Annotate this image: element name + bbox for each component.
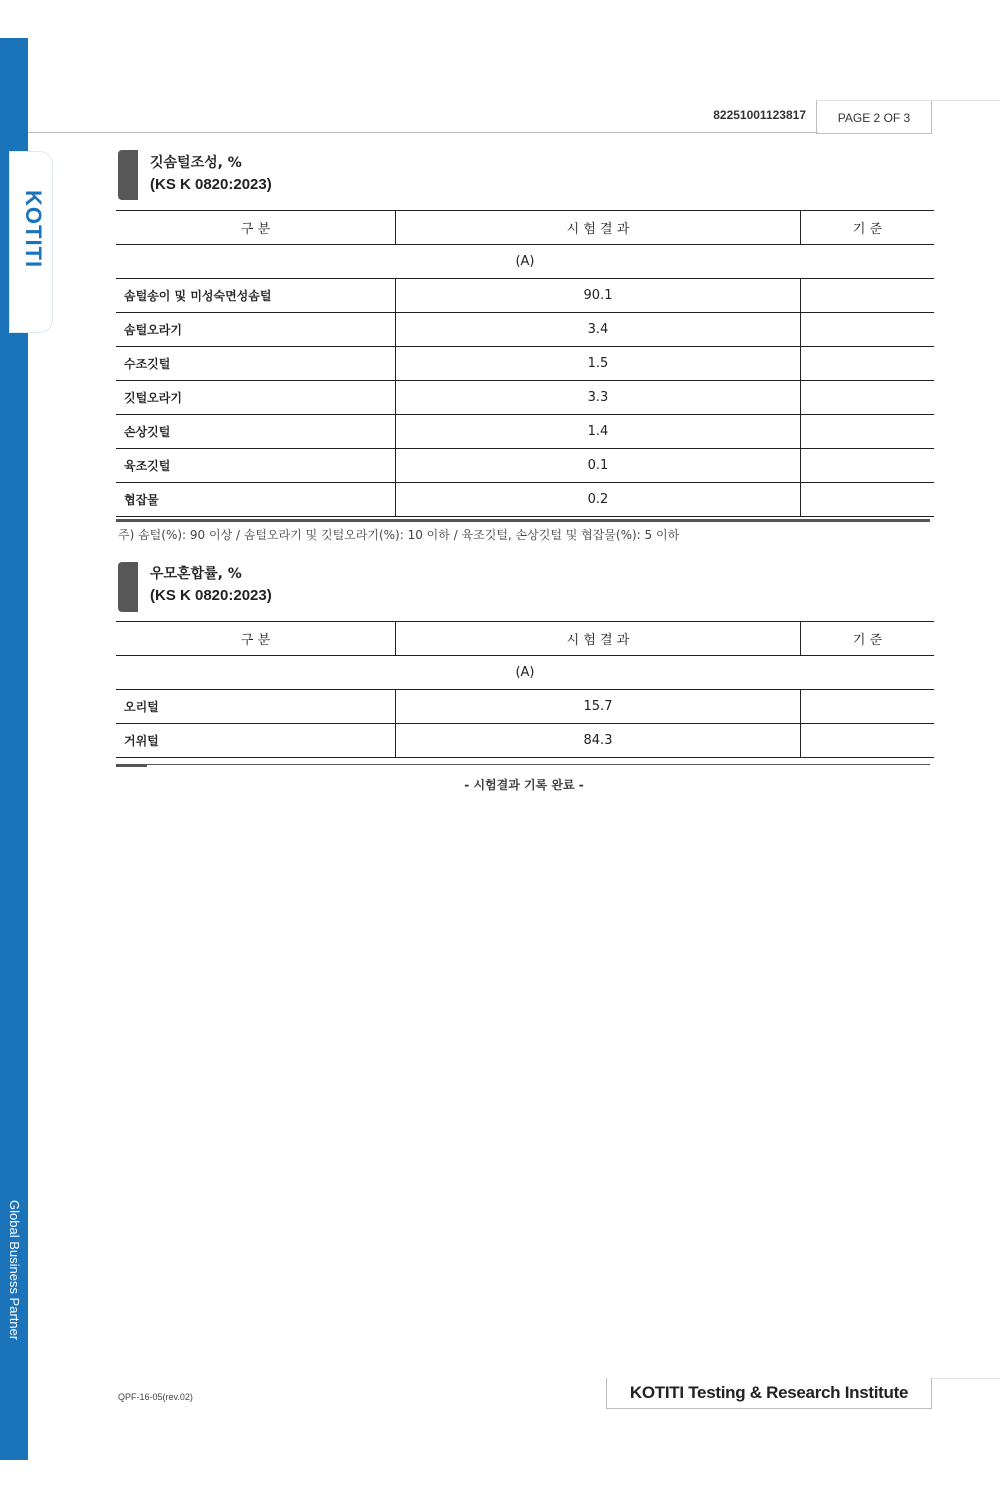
row-label: 솜털오라기 xyxy=(116,313,396,347)
row-standard xyxy=(801,347,935,381)
page-indicator: PAGE 2 OF 3 xyxy=(816,100,932,134)
row-label: 오리털 xyxy=(116,690,396,724)
table-end-rule xyxy=(116,764,930,765)
section-marker xyxy=(118,562,138,612)
document-number: 82251001123817 xyxy=(713,108,806,122)
column-header-result: 시 험 결 과 xyxy=(396,211,801,245)
table-row xyxy=(116,483,934,517)
column-header-category: 구 분 xyxy=(116,211,396,245)
row-label: 수조깃털 xyxy=(116,347,396,381)
kotiti-logo: KOTITI xyxy=(21,190,46,269)
sample-row xyxy=(116,656,934,690)
row-standard xyxy=(801,483,935,517)
section-standard: (KS K 0820:2023) xyxy=(150,176,272,193)
row-value: 0.2 xyxy=(396,483,801,517)
table-row xyxy=(116,449,934,483)
row-label: 솜털송이 및 미성숙면성솜털 xyxy=(116,279,396,313)
section-title: 깃솜털조성, % xyxy=(150,155,242,171)
footer-divider-right xyxy=(930,1378,1000,1379)
row-value: 15.7 xyxy=(396,690,801,724)
table-row xyxy=(116,415,934,449)
row-value: 1.5 xyxy=(396,347,801,381)
column-header-category: 구 분 xyxy=(116,622,396,656)
table-end-accent xyxy=(116,764,147,767)
section-standard: (KS K 0820:2023) xyxy=(150,587,272,604)
table-row xyxy=(116,381,934,415)
row-label: 육조깃털 xyxy=(116,449,396,483)
row-value: 3.4 xyxy=(396,313,801,347)
column-header-standard: 기 준 xyxy=(801,622,935,656)
table-end-rule xyxy=(116,519,930,522)
sample-label: (A) xyxy=(116,245,934,279)
row-standard xyxy=(801,381,935,415)
row-standard xyxy=(801,724,935,758)
row-standard xyxy=(801,313,935,347)
criteria-note: 주) 솜털(%): 90 이상 / 솜털오라기 및 깃털오라기(%): 10 이하 / 육조깃털, 손상깃털 및 협잡물(%): 5 이하 xyxy=(118,528,680,542)
row-value: 0.1 xyxy=(396,449,801,483)
section-marker xyxy=(118,150,138,200)
row-value: 84.3 xyxy=(396,724,801,758)
institute-name: KOTITI Testing & Research Institute xyxy=(606,1378,932,1409)
table-row xyxy=(116,279,934,313)
down-composition-table xyxy=(116,210,934,517)
table-row xyxy=(116,690,934,724)
header-divider xyxy=(28,132,818,133)
row-standard xyxy=(801,415,935,449)
row-value: 90.1 xyxy=(396,279,801,313)
form-code: QPF-16-05(rev.02) xyxy=(118,1392,193,1402)
row-label: 손상깃털 xyxy=(116,415,396,449)
header-divider-right xyxy=(930,100,1000,101)
end-of-results-mark: - 시험결과 기록 완료 - xyxy=(464,778,584,792)
column-header-result: 시 험 결 과 xyxy=(396,622,801,656)
tagline: Global Business Partner xyxy=(7,1200,22,1341)
column-header-standard: 기 준 xyxy=(801,211,935,245)
row-label: 깃털오라기 xyxy=(116,381,396,415)
table-header-row xyxy=(116,622,934,656)
row-standard xyxy=(801,279,935,313)
table-row xyxy=(116,347,934,381)
row-standard xyxy=(801,449,935,483)
section-title: 우모혼합률, % xyxy=(150,566,242,582)
section-heading-down-composition xyxy=(150,152,272,196)
table-header-row xyxy=(116,211,934,245)
section-heading-feather-blend xyxy=(150,563,272,607)
table-row xyxy=(116,313,934,347)
row-label: 거위털 xyxy=(116,724,396,758)
row-label: 협잡물 xyxy=(116,483,396,517)
sample-row xyxy=(116,245,934,279)
row-standard xyxy=(801,690,935,724)
sample-label: (A) xyxy=(116,656,934,690)
feather-blend-table xyxy=(116,621,934,758)
table-row xyxy=(116,724,934,758)
row-value: 3.3 xyxy=(396,381,801,415)
row-value: 1.4 xyxy=(396,415,801,449)
